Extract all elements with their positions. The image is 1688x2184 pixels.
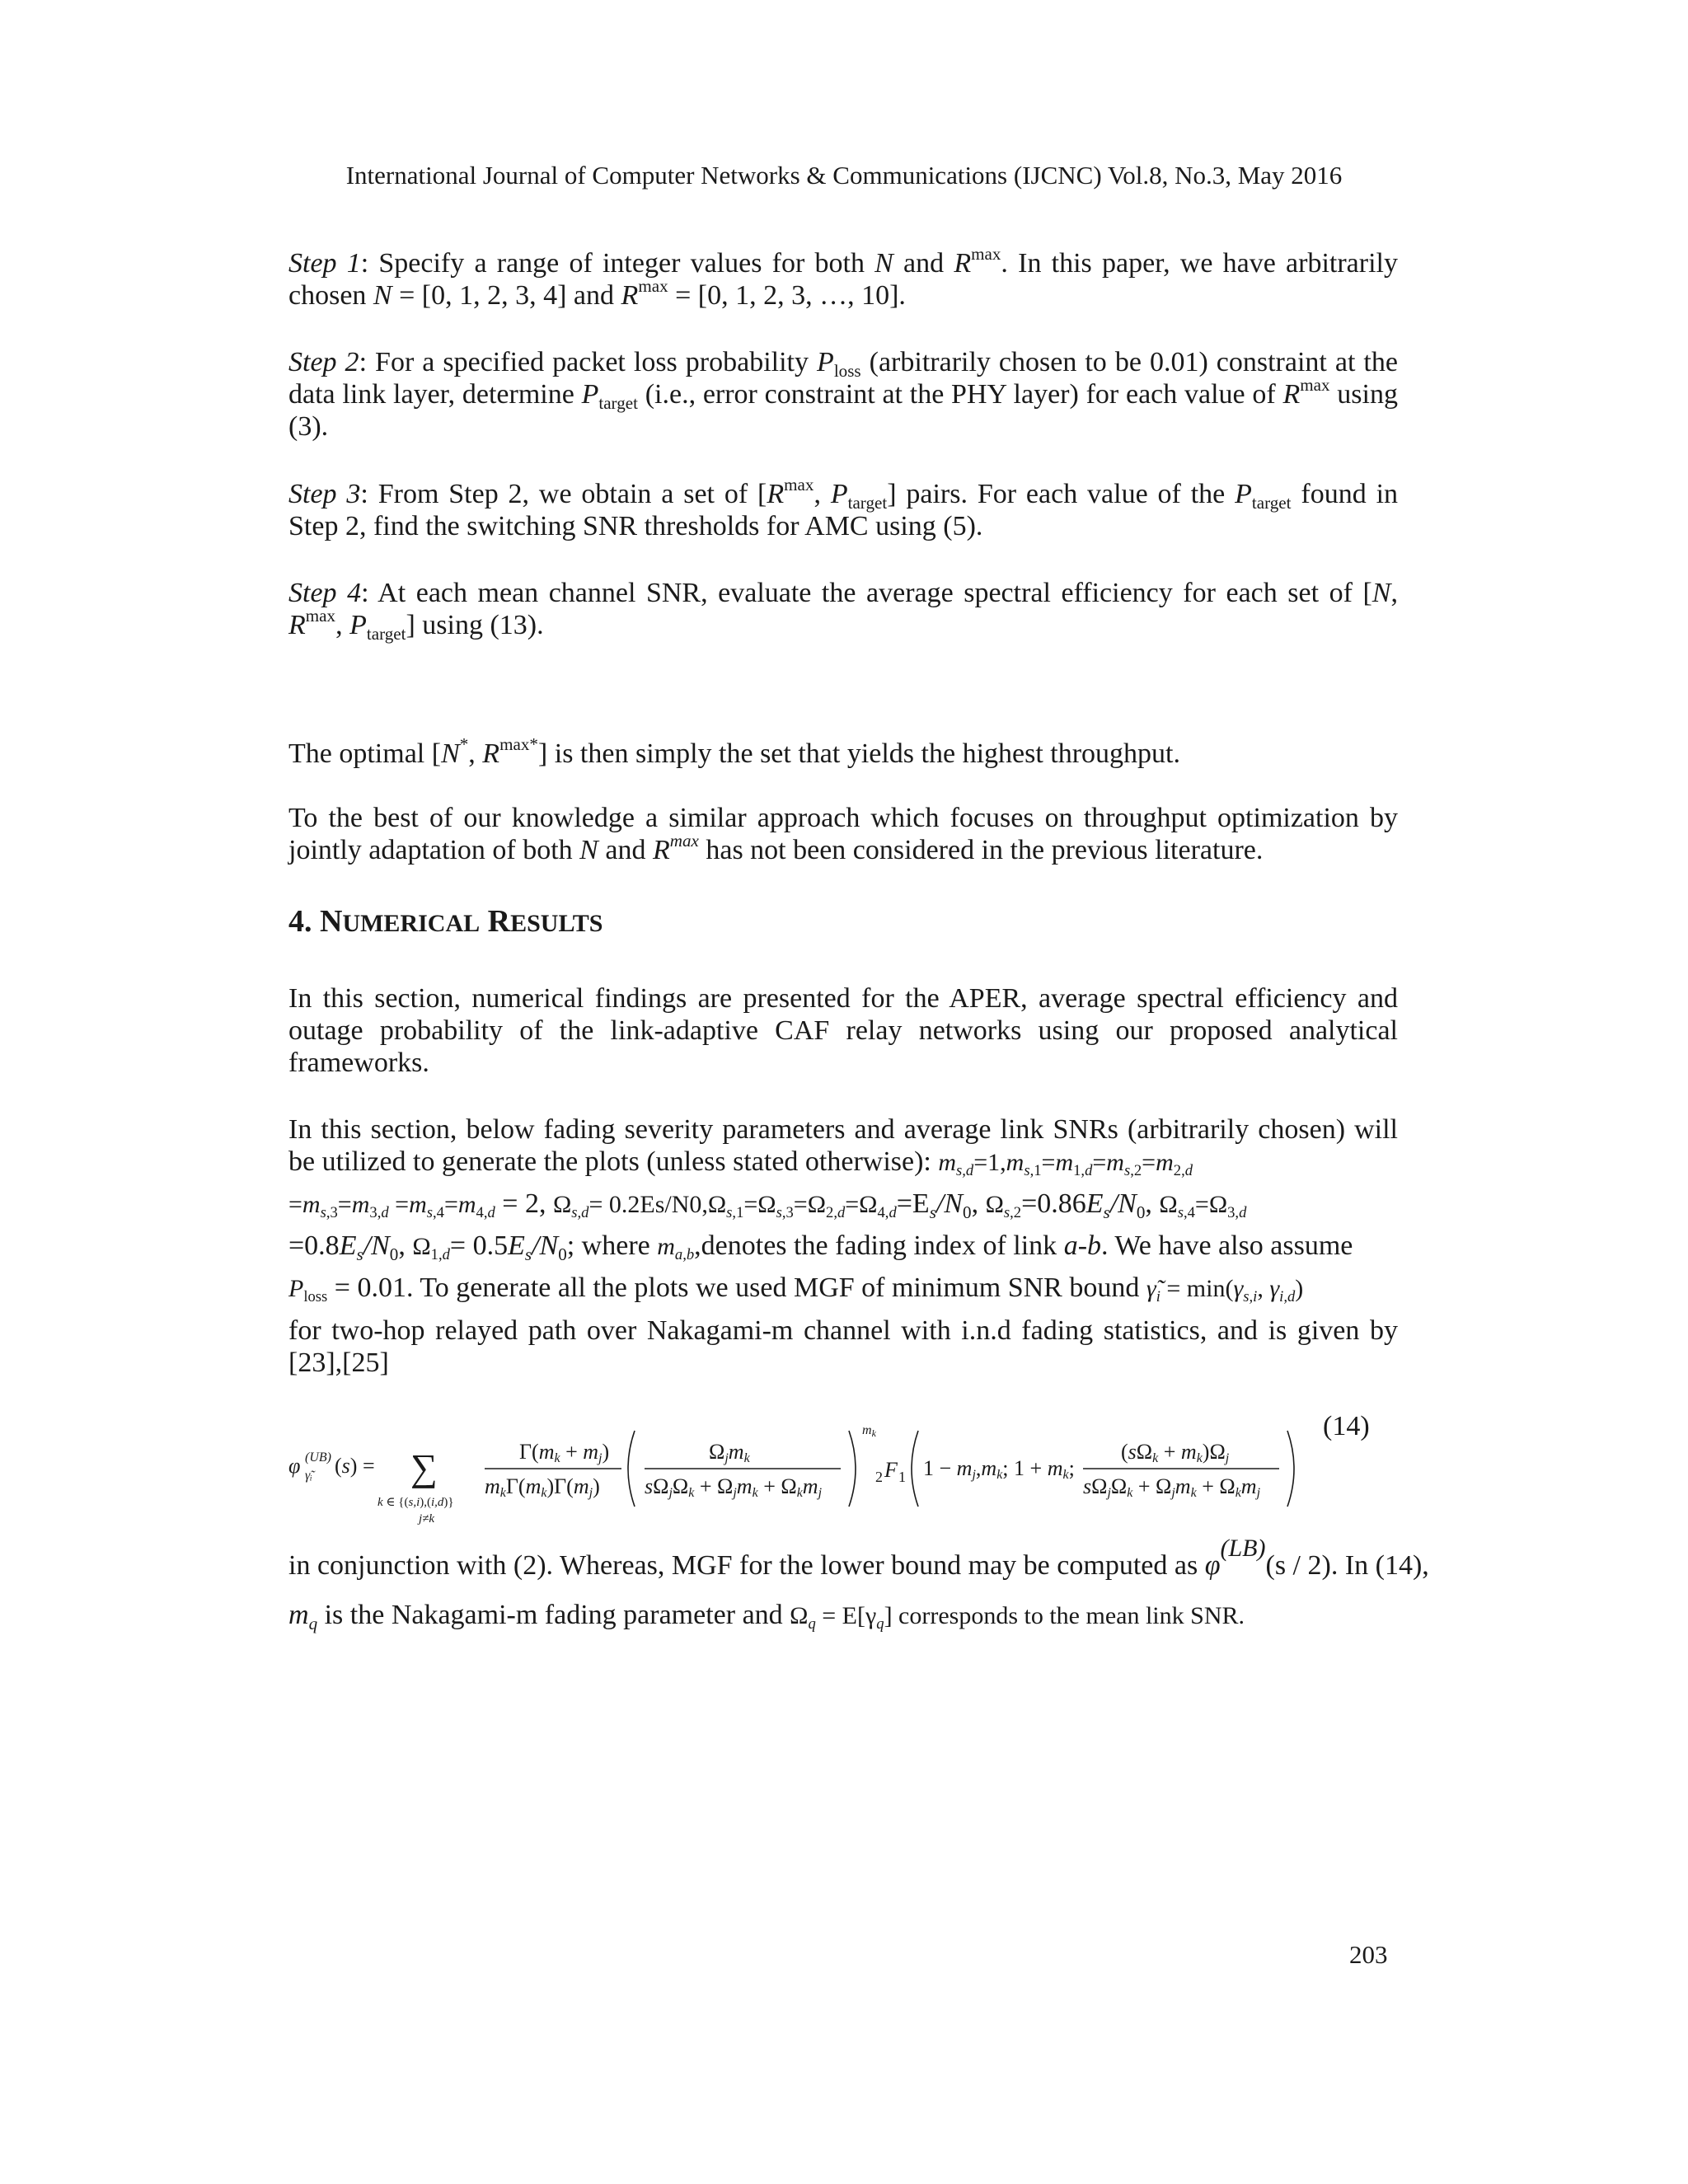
symbol-p: P xyxy=(830,479,848,509)
text: . In this paper, we have arbitrarily chosen xyxy=(288,248,1398,311)
step-1-paragraph xyxy=(288,243,1398,312)
intro-paragraph xyxy=(288,982,1398,1079)
param-math-line-4: $P_{loss} = 0.01$. To generate all the plots we used MGF of minimum SNR bound $\gammã_i = \min(\gamma_{s,i}$, $\gamma_{i,d}$) xyxy=(288,1272,1304,1305)
symbol-omega: Ω xyxy=(790,1602,809,1629)
sup-max: max xyxy=(305,605,336,626)
sup-max: max xyxy=(669,830,699,851)
sup-max-star: max* xyxy=(499,733,538,754)
params-for-text: for two-hop relayed path over Nakagami-m channel with i.n.d fading statistics, and is given by [23],[25] xyxy=(288,1315,1398,1378)
svg-text:1 − mj,mk; 1 + mk;: 1 − mj,mk; 1 + mk; xyxy=(923,1456,1075,1482)
heading-smallcaps: UMERICAL xyxy=(342,910,481,937)
text: = 0.01. To generate all the plots we used MGF of minimum SNR bound xyxy=(327,1272,1146,1303)
symbol-n: N xyxy=(441,738,460,769)
svg-text:2: 2 xyxy=(875,1469,883,1485)
text: and xyxy=(598,835,653,865)
text: =0.8 xyxy=(288,1230,340,1261)
svg-text:φ xyxy=(288,1454,300,1478)
equation-14-svg xyxy=(272,1409,1409,1533)
text: ,denotes the fading index of link xyxy=(694,1230,1064,1261)
text: ] corresponds to the mean link SNR. xyxy=(884,1602,1245,1629)
sub-target: target xyxy=(598,392,638,413)
text: , xyxy=(335,610,350,640)
param-math-1: $m_{s,d}=1,m_{s,1}=m_{1,d}=m_{s,2}=m_{2,d}$ xyxy=(938,1149,1193,1179)
symbol-p: P xyxy=(349,610,367,640)
sup-lb: (LB) xyxy=(1220,1535,1266,1563)
sub-zero: 0 xyxy=(963,1202,972,1222)
params-paragraph xyxy=(288,1113,1398,1305)
text: , xyxy=(1390,578,1398,608)
conjunction-line-1: in conjunction with (2). Whereas, MGF for the lower bound may be computed as $\varphi^{(LB)}(s / 2)$. In (14), xyxy=(288,1535,1429,1581)
text: : At each mean channel SNR, evaluate the average spectral efficiency for each set of [ xyxy=(361,578,1372,608)
sup-max: max xyxy=(971,243,1001,264)
text: has not been considered in the previous literature. xyxy=(698,835,1264,865)
symbol-n: N xyxy=(373,280,392,311)
svg-text:mkΓ(mk)Γ(mj): mkΓ(mk)Γ(mj) xyxy=(485,1474,600,1500)
equation-14 xyxy=(272,1409,1409,1526)
text: = [0, 1, 2, 3, 4] and xyxy=(392,280,621,311)
text: ] is then simply the set that yields the highest throughput. xyxy=(537,738,1180,769)
text: in conjunction with (2). Whereas, MGF for the lower bound may be computed as xyxy=(288,1550,1205,1581)
text: = E[γ xyxy=(815,1602,877,1629)
text: (i.e., error constraint at the PHY layer) for each value of xyxy=(637,379,1283,410)
svg-text:sΩjΩk + Ωjmk + Ωkmj: sΩjΩk + Ωjmk + Ωkmj xyxy=(645,1474,823,1500)
journal-header: International Journal of Computer Networks & Communications (IJCNC) Vol.8, No.3, May 2016 xyxy=(345,161,1343,190)
text: (arbitrarily chosen to be 0.01) constraint at the data link layer, determine xyxy=(288,347,1398,410)
text: , xyxy=(814,479,831,509)
svg-text:(s) =: (s) = xyxy=(335,1454,375,1478)
text: a-b xyxy=(1063,1230,1102,1261)
sub-s: s xyxy=(929,1202,936,1222)
param-math-line-2: $=m_{s,3}=m_{3,d} =m_{s,4}=m_{4,d} = 2$, $\Omega_{s,d}= 0.2Es/N0,\Omega_{s,1}=\Omega_{s,3}=\Omega_{2,d}=\Omega_{4,d}=E_s/N_0$, $\Omega_{s,2}=0.86E_s/N_0$, $\Omega_{s,4}=\Omega_{3,d}$ xyxy=(288,1188,1247,1222)
text: , xyxy=(468,738,483,769)
text: ; where xyxy=(566,1230,658,1261)
symbol-m: m xyxy=(288,1600,309,1630)
sup-max: max xyxy=(784,474,814,494)
conjunction-paragraph xyxy=(288,1535,1429,1641)
params-continued xyxy=(288,1315,1398,1379)
sub-target: target xyxy=(847,492,888,513)
svg-text:Ωjmk: Ωjmk xyxy=(709,1440,750,1465)
step-3-paragraph xyxy=(288,474,1399,542)
text: = 0.5 xyxy=(449,1230,509,1261)
svg-text:(sΩk + mk)Ωj: (sΩk + mk)Ωj xyxy=(1121,1440,1230,1465)
text: =E xyxy=(896,1188,930,1219)
text: To the best of our knowledge a similar approach which focuses on throughput optimization by jointly adaptation of both xyxy=(288,803,1398,865)
svg-text:1: 1 xyxy=(898,1469,906,1485)
symbol-n: N xyxy=(579,835,598,865)
symbol-r: R xyxy=(767,479,785,509)
step-4-label: Step 4 xyxy=(288,578,362,608)
sub-target: target xyxy=(366,623,406,644)
knowledge-paragraph xyxy=(288,802,1398,866)
symbol-n: N xyxy=(1372,578,1391,608)
text: /N xyxy=(935,1188,964,1219)
heading-cap: N xyxy=(320,904,343,939)
text: is the Nakagami-m fading parameter and xyxy=(317,1600,790,1630)
text: (s / 2). In (14), xyxy=(1265,1550,1429,1581)
text: = 0.2Es/N0, xyxy=(588,1191,708,1218)
svg-text:mk: mk xyxy=(862,1423,876,1439)
svg-text:(UB): (UB) xyxy=(305,1451,331,1465)
sup-max: max xyxy=(638,275,668,296)
param-math-line-3: $=0.8E_s/N_0$, $\Omega_{1,d}= 0.5E_s/N_0$; where $m_{a,b},denotes$ the fading index of link a-b. We have also assume xyxy=(288,1230,1353,1264)
step-4-paragraph xyxy=(288,577,1398,644)
step-2-paragraph xyxy=(288,346,1398,443)
symbol-p: P xyxy=(1235,479,1252,509)
equation-number: (14) xyxy=(1323,1411,1370,1441)
optimal-paragraph xyxy=(288,733,1398,770)
sub-loss: loss xyxy=(833,360,861,381)
text: = min( xyxy=(1160,1275,1234,1302)
symbol-r: R xyxy=(954,248,972,279)
section-number: 4. xyxy=(288,904,320,939)
params-intro xyxy=(288,1113,1398,1179)
heading-smallcaps: ESULTS xyxy=(510,910,603,937)
text: = [0, 1, 2, 3, …, 10]. xyxy=(668,280,906,311)
intro-text: In this section, numerical findings are presented for the APER, average spectral efficiency and outage probability of the link-adaptive CAF relay networks using our proposed analytical frameworks. xyxy=(288,983,1398,1078)
svg-text:k ∈ {(s,i),(i,d)}: k ∈ {(s,i),(i,d)} xyxy=(377,1496,454,1509)
sup-star: * xyxy=(459,733,469,754)
conjunction-line-2: $m_q$ is the Nakagami-m fading parameter and $\Omega_q = E[\gamma_q]$ corresponds to the mean link SNR. xyxy=(288,1600,1245,1633)
step-3-label: Step 3 xyxy=(288,479,361,509)
step-2-label: Step 2 xyxy=(288,347,359,377)
text: . We have also assume xyxy=(1101,1230,1353,1261)
text: The optimal [ xyxy=(288,738,442,769)
text: ] using (13). xyxy=(406,610,544,640)
step-1-label: Step 1 xyxy=(288,248,361,279)
text: using (3). xyxy=(288,379,1398,442)
section-heading xyxy=(288,901,603,944)
text: : From Step 2, we obtain a set of [ xyxy=(360,479,767,509)
symbol-r: R xyxy=(652,835,670,865)
symbol-n: N xyxy=(874,248,893,279)
svg-text:sΩjΩk + Ωjmk + Ωkmj: sΩjΩk + Ωjmk + Ωkmj xyxy=(1083,1474,1261,1500)
symbol-p: P xyxy=(581,379,599,410)
text: and xyxy=(893,248,954,279)
symbol-r: R xyxy=(288,610,306,640)
heading-cap: R xyxy=(487,904,511,939)
phi-symbol: φ xyxy=(288,1454,301,1478)
sup-max: max xyxy=(1300,374,1330,395)
page-number: 203 xyxy=(1349,1940,1388,1969)
symbol-p: P xyxy=(817,347,834,377)
sub-q: q xyxy=(308,1613,318,1633)
symbol-r: R xyxy=(482,738,500,769)
svg-text:∑: ∑ xyxy=(410,1446,438,1488)
sub-target: target xyxy=(1251,492,1292,513)
text: : Specify a range of integer values for both xyxy=(360,248,875,279)
text: =0.86 xyxy=(1021,1188,1086,1219)
text: found in Step 2, find the switching SNR thresholds for AMC using (5). xyxy=(288,479,1399,541)
text: : For a specified packet loss probability xyxy=(359,347,818,377)
text: = 2, xyxy=(502,1188,546,1219)
symbol-r: R xyxy=(1282,379,1301,410)
text: In this section, below fading severity parameters and average link SNRs (arbitrarily chosen) will be utilized to generate the plots (unless stated otherwise): xyxy=(288,1114,1398,1177)
svg-text:γ̃ᵢ: γ̃ᵢ xyxy=(305,1469,312,1483)
svg-text:j≠k: j≠k xyxy=(419,1512,435,1526)
svg-text:Γ(mk + mj): Γ(mk + mj) xyxy=(519,1440,610,1465)
svg-text:F: F xyxy=(884,1458,898,1482)
symbol-r: R xyxy=(621,280,639,311)
text: ] pairs. For each value of the xyxy=(887,479,1236,509)
